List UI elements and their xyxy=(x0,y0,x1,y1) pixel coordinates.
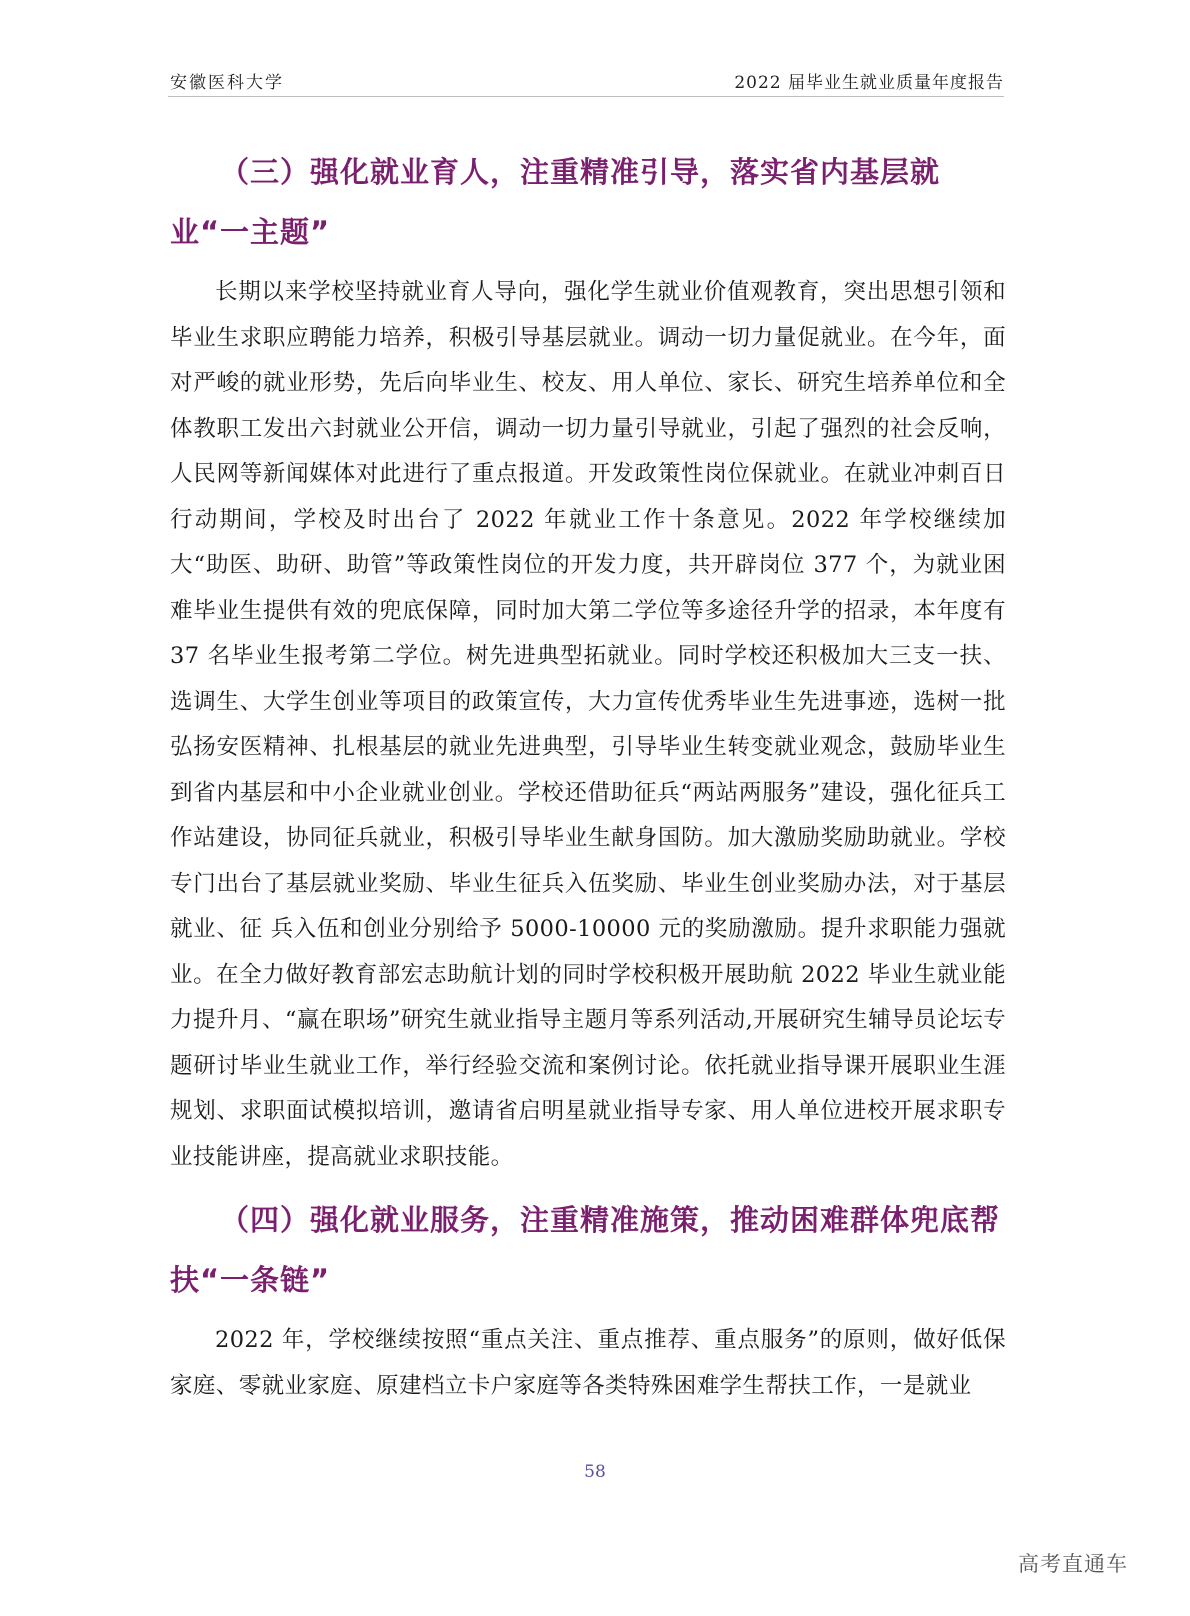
section-3-heading: （三）强化就业育人，注重精准引导，落实省内基层就业“一主题” xyxy=(170,155,941,249)
section-4-paragraph: 2022 年，学校继续按照“重点关注、重点推荐、重点服务”的原则，做好低保家庭、零就业家庭、原建档立卡户家庭等各类特殊困难学生帮扶工作，一是就业 xyxy=(170,1327,1006,1399)
watermark-text: 高考直通车 xyxy=(1018,1552,1128,1576)
page-number: 58 xyxy=(584,1462,606,1482)
section-3-paragraph: 长期以来学校坚持就业育人导向，强化学生就业价值观教育，突出思想引领和毕业生求职应聘能力培养，积极引导基层就业。调动一切力量促就业。在今年，面对严峻的就业形势，先后向毕业生、校友、用人单位、家长、研究生培养单位和全体教职工发出六封就业公开信，调动一切力量引导就业，引起了强烈的社会反响，人民网等新闻媒体对此进行了重点报道。开发政策性岗位保就业。在就业冲刺百日行动期间，学校及时出台了 2022 年就业工作十条意见。2022 年学校继续加大“助医、助研、助管”等政策性岗位的开发力度，共开辟岗位 377 个，为就业困难毕业生提供有效的兜底保障，同时加大第二学位等多途径升学的招录，本年度有 37 名毕业生报考第二学位。树先进典型拓就业。同时学校还积极加大三支一扶、选调生、大学生创业等项目的政策宣传，大力宣传优秀毕业生先进事迹，选树一批弘扬安医精神、扎根基层的就业先进典型，引导毕业生转变就业观念，鼓励毕业生到省内基层和中小企业就业创业。学校还借助征兵“两站两服务”建设，强化征兵工作站建设，协同征兵就业，积极引导毕业生献身国防。加大激励奖励助就业。学校专门出台了基层就业奖励、毕业生征兵入伍奖励、毕业生创业奖励办法，对于基层就业、征 兵入伍和创业分别给予 5000-10000 元的奖励激励。提升求职能力强就业。在全力做好教育部宏志助航计划的同时学校积极开展助航 2022 毕业生就业能力提升月、“赢在职场”研究生就业指导主题月等系列活动,开展研究生辅导员论坛专题研讨毕业生就业工作，举行经验交流和案例讨论。依托就业指导课开展职业生涯规划、求职面试模拟培训，邀请省启明星就业指导专家、用人单位进校开展求职专业技能讲座，提高就业求职技能。 xyxy=(170,279,1006,1170)
header-institution: 安徽医科大学 xyxy=(170,73,284,93)
section-4-heading: （四）强化就业服务，注重精准施策，推动困难群体兜底帮扶“一条链” xyxy=(170,1203,1001,1297)
document-body xyxy=(170,142,1006,1409)
header-divider xyxy=(168,96,1004,97)
header-report-title: 2022 届毕业生就业质量年度报告 xyxy=(734,73,1004,93)
